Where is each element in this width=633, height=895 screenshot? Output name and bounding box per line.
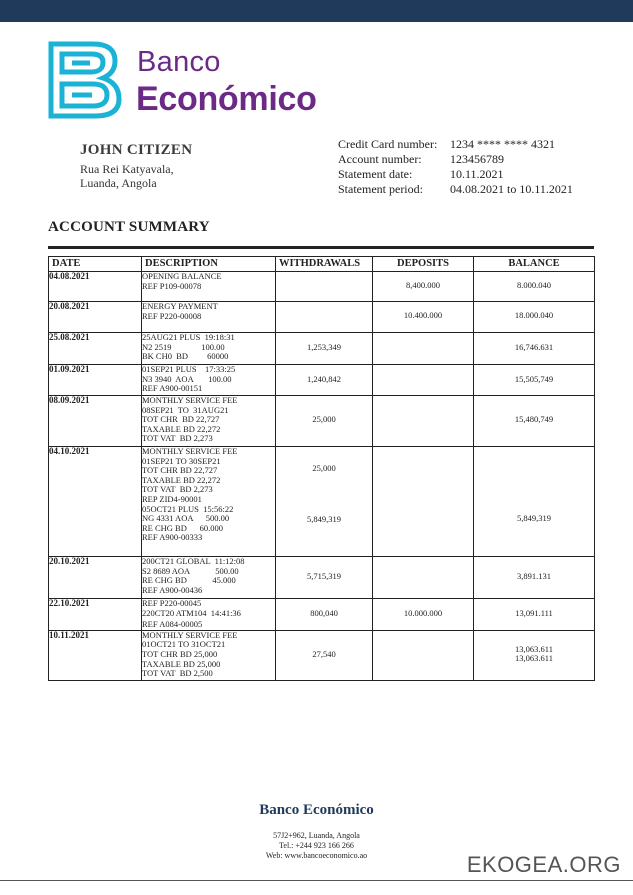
desc-line: TAXABLE BD 22,272 (142, 423, 221, 434)
info-row-account (338, 152, 573, 167)
desc-line: MONTHLY SERVICE FEE (142, 446, 238, 456)
table-row (49, 396, 595, 447)
table-row (49, 333, 595, 365)
row-date: 25.08.2021 (49, 333, 142, 365)
customer-address-line1: Rua Rei Katyavala, (80, 162, 174, 176)
desc-line: 01SEP21 PLUS 17:33:25 (142, 364, 236, 374)
row-balance (474, 557, 595, 599)
info-value: 04.08.2021 to 10.11.2021 (450, 182, 573, 196)
withdrawal-value: 5,715,319 (307, 571, 341, 581)
info-label: Credit Card number: (338, 137, 438, 151)
statement-info (338, 137, 573, 197)
balance-value: 18.000.040 (514, 310, 554, 320)
table-header-row (49, 257, 595, 272)
desc-line: TOT VAT BD 2,500 (142, 668, 213, 679)
footer-address: 57J2+962, Luanda, Angola (273, 831, 360, 840)
desc-line: REF P220-00045 (142, 598, 202, 608)
desc-line: 01SEP21 TO 30SEP21 (142, 455, 221, 466)
row-description (142, 272, 276, 302)
row-date: 20.10.2021 (49, 557, 142, 599)
info-label: Statement period: (338, 182, 423, 196)
info-row-card (338, 137, 573, 152)
row-date: 10.11.2021 (49, 630, 142, 680)
withdrawal-value: 1,253,349 (307, 342, 341, 352)
header-date: DATE (49, 257, 142, 272)
withdrawal-value: 1,240,842 (307, 374, 341, 384)
info-value: 123456789 (450, 152, 504, 166)
row-deposits (373, 365, 474, 396)
deposit-value: 8,400.000 (406, 280, 440, 290)
row-date: 01.09.2021 (49, 365, 142, 396)
info-value: 10.11.2021 (450, 167, 504, 181)
desc-line: BK CH0 BD 60000 (142, 351, 229, 362)
desc-line: TOT CHR BD 22,727 (142, 414, 220, 425)
withdrawal-value: 27,540 (312, 648, 336, 659)
desc-line: S2 8689 AOA 500.00 (142, 565, 239, 576)
customer-block (80, 142, 192, 190)
deposit-value: 10.000.000 (403, 608, 443, 618)
table-row (49, 447, 595, 557)
row-deposits (373, 447, 474, 557)
top-bar (0, 0, 633, 22)
desc-line: REF P220-00008 (142, 310, 202, 321)
balance-value: 13,091.111 (515, 608, 553, 618)
header-description: DESCRIPTION (142, 257, 276, 272)
row-date: 04.10.2021 (49, 447, 142, 557)
bank-logo (47, 40, 347, 120)
watermark: EKOGEA.ORG (466, 852, 621, 877)
bank-name-line1: Banco (137, 46, 221, 78)
deposit-value: 10.400.000 (403, 310, 443, 320)
row-deposits (373, 396, 474, 447)
balance-value: 15,480,749 (514, 414, 554, 424)
desc-line: N2 2519 100.00 (142, 341, 225, 352)
table-row (49, 599, 595, 631)
desc-line: MONTHLY SERVICE FEE (142, 629, 238, 640)
desc-line: OPENING BALANCE (142, 271, 222, 281)
row-withdrawals (276, 630, 373, 680)
desc-line: 08SEP21 TO 31AUG21 (142, 404, 229, 415)
withdrawal-value: 5,849,319 (307, 513, 341, 524)
row-balance (474, 365, 595, 396)
info-row-date (338, 167, 573, 182)
divider (48, 246, 594, 249)
desc-line: NG 4331 AOA 500.00 (142, 513, 230, 524)
desc-line: 25AUG21 PLUS 19:18:31 (142, 332, 235, 342)
table-row (49, 557, 595, 599)
desc-line: TOT VAT BD 2,273 (142, 433, 213, 444)
row-withdrawals (276, 447, 373, 557)
desc-line: 220CT20 ATM104 14:41:36 (142, 607, 241, 618)
bank-logo-mark-icon (47, 40, 125, 120)
desc-line: TAXABLE BD 22,272 (142, 474, 221, 485)
desc-line: 200CT21 GLOBAL 11:12:08 (142, 556, 245, 566)
row-balance (474, 302, 595, 333)
withdrawal-value: 25,000 (312, 463, 336, 473)
desc-line: N3 3940 AOA 100.00 (142, 373, 232, 384)
row-deposits (373, 302, 474, 333)
row-description (142, 396, 276, 447)
row-withdrawals (276, 272, 373, 302)
summary-title: ACCOUNT SUMMARY (48, 219, 210, 235)
balance-value: 13,063.611 (515, 653, 553, 664)
header-deposits: DEPOSITS (373, 257, 474, 272)
row-description (142, 302, 276, 333)
bank-name-line2: Económico (136, 80, 317, 118)
row-description (142, 447, 276, 557)
footer-tel: Tel.: +244 923 166 266 (279, 841, 354, 850)
info-row-period (338, 182, 573, 197)
desc-line: MONTHLY SERVICE FEE (142, 395, 238, 405)
row-balance (474, 396, 595, 447)
desc-line: REF A900-00333 (142, 532, 203, 543)
info-label: Account number: (338, 152, 422, 166)
desc-line: REP ZID4-90001 (142, 493, 202, 504)
desc-line: REF A084-00005 (142, 619, 203, 630)
customer-name: JOHN CITIZEN (80, 142, 193, 158)
row-date: 04.08.2021 (49, 272, 142, 302)
row-description (142, 599, 276, 631)
row-balance (474, 599, 595, 631)
table-row (49, 272, 595, 302)
transactions-table (48, 256, 595, 681)
row-withdrawals (276, 396, 373, 447)
desc-line: TOT CHR BD 22,727 (142, 465, 218, 476)
balance-value: 13,063.611 (515, 643, 553, 654)
desc-line: REF A900-00151 (142, 383, 203, 394)
row-description (142, 557, 276, 599)
header-withdrawals: WITHDRAWALS (276, 257, 373, 272)
info-value: 1234 **** **** 4321 (450, 137, 555, 151)
footer-web: Web: www.bancoeconomico.ao (265, 851, 368, 860)
row-withdrawals (276, 557, 373, 599)
bottom-divider (0, 880, 633, 881)
row-deposits (373, 630, 474, 680)
footer-bank-name: Banco Económico (259, 802, 374, 818)
desc-line: TOT CHR BD 25,000 (142, 648, 218, 659)
row-withdrawals (276, 365, 373, 396)
row-deposits (373, 599, 474, 631)
desc-line: TOT VAT BD 2,273 (142, 484, 213, 495)
desc-line: 01OCT21 TO 31OCT21 (142, 639, 226, 650)
row-withdrawals (276, 599, 373, 631)
desc-line: RE CHG BD 60.000 (142, 522, 223, 533)
balance-value: 8.000.040 (517, 280, 551, 290)
desc-line: REF A900-00436 (142, 584, 203, 595)
row-description (142, 333, 276, 365)
row-withdrawals (276, 302, 373, 333)
balance-value: 16,746.631 (514, 342, 554, 352)
desc-line: ENERGY PAYMENT (142, 301, 218, 311)
desc-line: REF P109-00078 (142, 280, 202, 291)
withdrawal-value: 25,000 (312, 414, 336, 424)
balance-value: 3,891.131 (517, 571, 551, 581)
row-date: 22.10.2021 (49, 599, 142, 631)
table-row (49, 365, 595, 396)
desc-line: TAXABLE BD 25,000 (142, 658, 221, 669)
withdrawal-value: 800,040 (310, 608, 338, 618)
header-balance: BALANCE (474, 257, 595, 272)
row-withdrawals (276, 333, 373, 365)
row-balance (474, 272, 595, 302)
row-description (142, 630, 276, 680)
info-label: Statement date: (338, 167, 413, 181)
desc-line: RE CHG BD 45.000 (142, 575, 236, 586)
row-balance (474, 630, 595, 680)
row-balance (474, 447, 595, 557)
row-deposits (373, 272, 474, 302)
row-date: 08.09.2021 (49, 396, 142, 447)
balance-value: 5,849,319 (517, 513, 551, 523)
row-description (142, 365, 276, 396)
row-deposits (373, 557, 474, 599)
balance-value: 15,505,749 (514, 374, 554, 384)
table-row (49, 630, 595, 680)
row-date: 20.08.2021 (49, 302, 142, 333)
desc-line: 05OCT21 PLUS 15:56:22 (142, 503, 234, 514)
row-balance (474, 333, 595, 365)
row-deposits (373, 333, 474, 365)
customer-address-line2: Luanda, Angola (80, 176, 157, 190)
table-row (49, 302, 595, 333)
